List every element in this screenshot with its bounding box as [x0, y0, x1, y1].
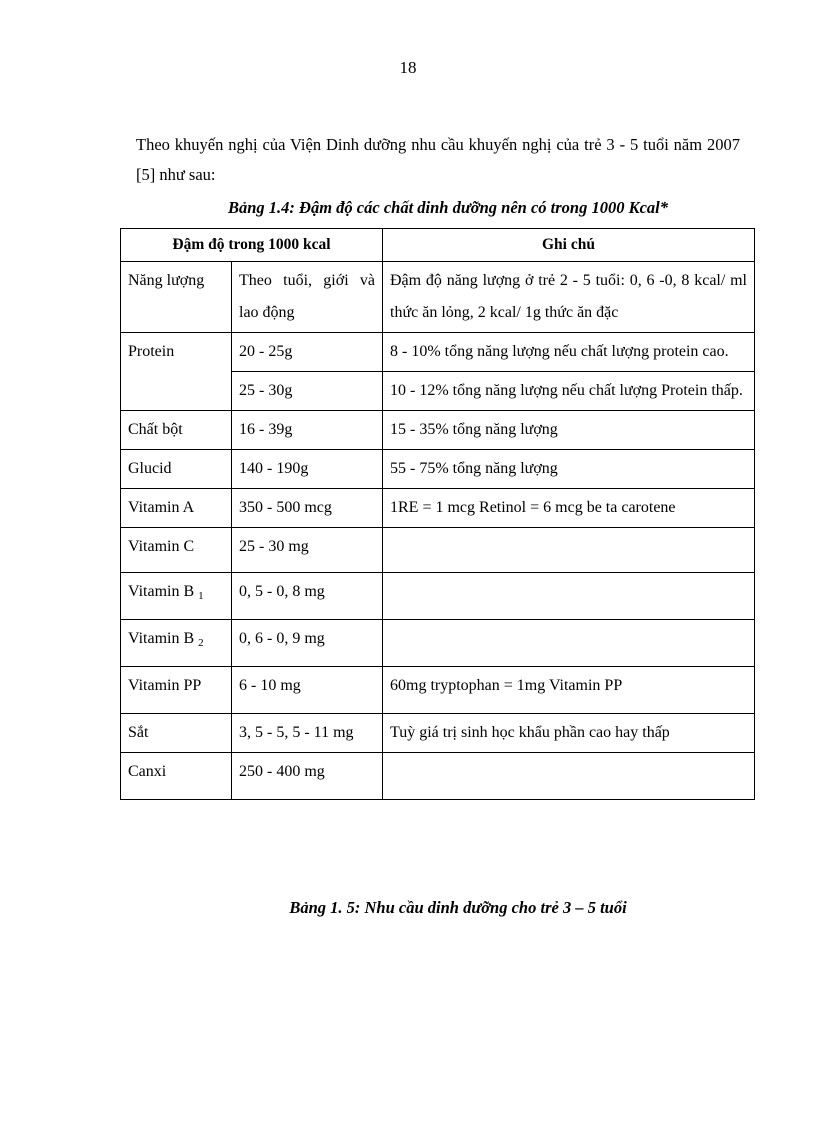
header-density: Đậm độ trong 1000 kcal — [121, 229, 383, 262]
nutrient-note: Đậm độ năng lượng ở trẻ 2 - 5 tuổi: 0, 6 -0, 8 kcal/ ml thức ăn lỏng, 2 kcal/ 1g thức ăn đặc — [383, 262, 755, 333]
table-row — [121, 489, 755, 528]
nutrient-note: 1RE = 1 mcg Retinol = 6 mcg be ta carotene — [383, 489, 755, 528]
table-row — [121, 667, 755, 714]
nutrient-note: 15 - 35% tổng năng lượng — [383, 411, 755, 450]
header-notes: Ghi chú — [383, 229, 755, 262]
nutrient-value: 350 - 500 mcg — [232, 489, 383, 528]
nutrient-name: Canxi — [121, 753, 232, 800]
nutrient-density-table — [120, 228, 755, 800]
table-2-caption: Bảng 1. 5: Nhu cầu dinh dưỡng cho trẻ 3 – 5 tuổi — [289, 898, 627, 917]
nutrient-name: Chất bột — [121, 411, 232, 450]
nutrient-name: Glucid — [121, 450, 232, 489]
nutrient-value: Theo tuổi, giới và lao động — [232, 262, 383, 333]
nutrient-name-subscript: 1 — [198, 590, 204, 602]
table-row — [121, 450, 755, 489]
table-row — [121, 262, 755, 333]
nutrient-name: Năng lượng — [121, 262, 232, 333]
table-header-row — [121, 229, 755, 262]
nutrient-value: 6 - 10 mg — [232, 667, 383, 714]
nutrient-note — [383, 573, 755, 620]
nutrient-name: Vitamin A — [121, 489, 232, 528]
nutrient-value: 140 - 190g — [232, 450, 383, 489]
nutrient-note: Tuỳ giá trị sinh học khẩu phần cao hay thấp — [383, 714, 755, 753]
table-row — [121, 573, 755, 620]
table-row — [121, 714, 755, 753]
nutrient-name: Protein — [121, 333, 232, 411]
nutrient-value: 20 - 25g — [232, 333, 383, 372]
nutrient-value: 25 - 30g — [232, 372, 383, 411]
table-1-caption: Bảng 1.4: Đậm độ các chất dinh dưỡng nên có trong 1000 Kcal* — [228, 198, 668, 217]
nutrient-name: Vitamin C — [121, 528, 232, 573]
intro-paragraph: Theo khuyến nghị của Viện Dinh dưỡng nhu cầu khuyến nghị của trẻ 3 - 5 tuổi năm 2007 [5] như sau: — [136, 135, 740, 184]
nutrient-value: 0, 6 - 0, 9 mg — [232, 620, 383, 667]
nutrient-name-text: Vitamin B — [128, 630, 195, 647]
nutrient-value: 25 - 30 mg — [232, 528, 383, 573]
nutrient-name: Sắt — [121, 714, 232, 753]
nutrient-name: Vitamin PP — [121, 667, 232, 714]
nutrient-value: 16 - 39g — [232, 411, 383, 450]
table-row — [121, 620, 755, 667]
nutrient-name-text: Vitamin B — [128, 583, 195, 600]
page-number: 18 — [399, 58, 417, 77]
nutrient-value: 0, 5 - 0, 8 mg — [232, 573, 383, 620]
nutrient-name-subscript: 2 — [198, 637, 204, 649]
table-row — [121, 411, 755, 450]
nutrient-note: 8 - 10% tổng năng lượng nếu chất lượng protein cao. — [383, 333, 755, 372]
nutrient-note — [383, 528, 755, 573]
nutrient-note: 55 - 75% tổng năng lượng — [383, 450, 755, 489]
nutrient-name — [121, 573, 232, 620]
nutrient-note — [383, 753, 755, 800]
nutrient-name — [121, 620, 232, 667]
nutrient-value: 250 - 400 mg — [232, 753, 383, 800]
table-row — [121, 333, 755, 372]
nutrient-note: 60mg tryptophan = 1mg Vitamin PP — [383, 667, 755, 714]
table-row — [121, 528, 755, 573]
nutrient-note — [383, 620, 755, 667]
nutrient-value: 3, 5 - 5, 5 - 11 mg — [232, 714, 383, 753]
nutrient-note: 10 - 12% tổng năng lượng nếu chất lượng Protein thấp. — [383, 372, 755, 411]
table-row — [121, 753, 755, 800]
